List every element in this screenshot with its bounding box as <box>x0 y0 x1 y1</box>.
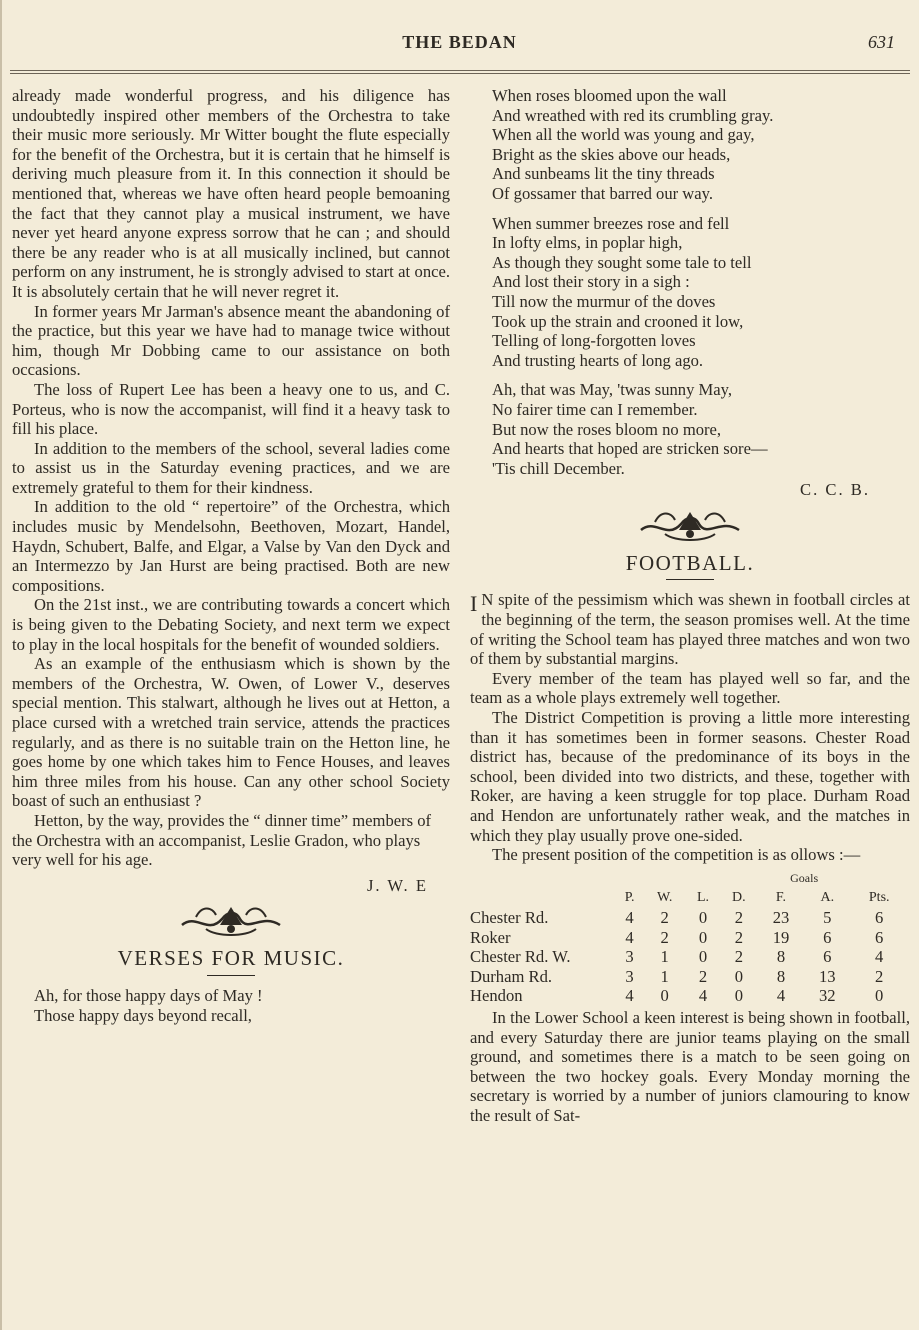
team-name: Chester Rd. <box>470 907 549 927</box>
column-header: D. <box>732 890 746 906</box>
ornament-icon <box>635 500 745 544</box>
table-cell: 0 <box>734 966 743 986</box>
verse-line: But now the roses bloom no more, <box>492 419 722 439</box>
table-cell: 8 <box>776 966 786 986</box>
table-row <box>470 967 908 987</box>
verse-line: As though they sought some tale to tell <box>492 252 752 272</box>
table-cell: 8 <box>776 947 786 967</box>
verse-line: And trusting hearts of long ago. <box>492 350 704 370</box>
table-row <box>470 908 908 928</box>
page-number: 631 <box>868 32 895 52</box>
verse-line: When all the world was young and gay, <box>492 125 755 145</box>
team-name: Roker <box>470 927 511 947</box>
verse-line: When roses bloomed upon the wall <box>492 86 727 105</box>
paragraph: The present position of the competition is as ollows :— <box>492 845 861 865</box>
poem-signature: C. C. B. <box>800 480 870 500</box>
poem-stanza <box>492 380 910 478</box>
paragraph: In former years Mr Jarman's absence meant the abandoning of the practice, but this year we have had to manage twice without him, though Mr Dobbing came to our assistance on both occasions. <box>12 301 450 380</box>
table-cell: 2 <box>734 947 743 967</box>
table-cell: 3 <box>625 966 634 986</box>
table-cell: 3 <box>625 947 634 967</box>
paragraph: On the 21st inst., we are contributing towards a concert which is being given to the Debating Society, and next term we expect to play in the local hospitals for the benefit of wounded soldiers. <box>12 595 450 654</box>
paragraph: Every member of the team has played well so far, and the team as a whole plays extremely well together. <box>470 668 910 708</box>
column-header: L. <box>696 890 710 906</box>
table-cell: 6 <box>875 907 884 927</box>
table-cell: 4 <box>698 986 708 1006</box>
table-cell: 0 <box>698 947 708 967</box>
paragraph: The loss of Rupert Lee has been a heavy one to us, and C. Porteus, who is now the accompanist, will find it a heavy task to fill his place. <box>12 379 450 439</box>
verse-line: And hearts that hoped are stricken sore— <box>492 439 768 459</box>
verse-line: Ah, for those happy days of May ! <box>34 985 263 1005</box>
table-header-row <box>470 888 908 908</box>
team-name: Chester Rd. W. <box>470 947 571 967</box>
poem-stanza <box>492 214 910 371</box>
paragraph: already made wonderful progress, and his diligence has undoubtedly inspired other members of the Orchestra to take their music more seriously. Mr Witter bought the flute especially for the benefit of the Orchestra, but it is certain that he himself is deriving much pleasure from it. In this connection it should be mentioned that, whereas we have often heard people bemoaning the fact that they cannot play a musical instrument, we have never yet heard anyone express sorrow that he can ; and should there be any reader who is at all musically inclined, but cannot perform on any instrument, he is strongly advised to start at once. It is absolutely certain that he will never regret it. <box>12 86 450 301</box>
ornament-icon <box>176 895 286 939</box>
table-header-row <box>470 869 908 889</box>
verse-line: And lost their story in a sigh : <box>492 272 690 292</box>
drop-cap: I <box>470 591 478 617</box>
paragraph: As an example of the enthusiasm which is shown by the members of the Orchestra, W. Owen, of Lower V., deserves special mention. This stalwart, although he lives out at Hetton, a place cursed with a wretched train service, attends the practices regularly, and as there is no suitable train on the Hetton line, he goes home by one which takes him to Fence Houses, and leaves him three miles from his house. Can any other school Society boast of such an enthusiast ? <box>12 654 450 811</box>
table-cell: 2 <box>660 907 669 927</box>
competition-table <box>470 869 910 1006</box>
table-cell: 2 <box>660 927 669 947</box>
team-name: Hendon <box>470 986 523 1006</box>
verse-line: 'Tis chill December. <box>492 458 625 478</box>
table-cell: 6 <box>823 927 832 947</box>
table-cell: 32 <box>818 986 836 1006</box>
title-rule <box>666 579 714 580</box>
table-cell: 2 <box>875 966 884 986</box>
verse-line: Those happy days beyond recall, <box>34 1005 252 1025</box>
paragraph <box>470 590 910 668</box>
table-cell: 1 <box>660 966 669 986</box>
football-title: FOOTBALL. <box>625 550 755 575</box>
table-cell: 0 <box>734 986 743 1006</box>
page-edge <box>0 0 2 1330</box>
table-cell: 23 <box>772 907 790 927</box>
table-cell: 2 <box>734 927 743 947</box>
article-signature: J. W. E <box>366 875 428 895</box>
goals-header: Goals <box>790 870 819 885</box>
header-rule <box>10 73 910 74</box>
table-cell: 13 <box>818 966 836 986</box>
table-cell: 4 <box>875 947 884 967</box>
verse-line: And wreathed with red its crumbling gray. <box>492 105 774 125</box>
column-header: Pts. <box>868 890 890 906</box>
paragraph: In the Lower School a keen interest is being shown in football, and every Saturday there are junior teams playing on the small ground, and sometimes there is a match to be seen going on between the two hockey goals. Every Monday morning the secretary is worried by a number of juniors clamouring to know the result of Sat- <box>470 1007 910 1125</box>
table-cell: 4 <box>625 907 634 927</box>
left-column <box>12 86 450 1025</box>
table-row <box>470 986 908 1006</box>
paragraph: In addition to the members of the school, several ladies come to assist us in the Saturday evening practices, and we are extremely grateful to them for their kindness. <box>12 438 450 497</box>
verse-line: And sunbeams lit the tiny threads <box>492 164 715 184</box>
verse-line: When summer breezes rose and fell <box>492 213 730 233</box>
journal-title: THE BEDAN <box>402 32 517 52</box>
table-cell: 0 <box>698 927 708 947</box>
paragraph: In addition to the old “ repertoire” of the Orchestra, which includes music by Mendelsohn, Beethoven, Mozart, Handel, Haydn, Schubert, Balfe, and Elgar, a Valse by Van den Dyck and an Intermezzo by Jan Hurst are being practised. Both are new compositions. <box>12 497 450 595</box>
verse-line: No fairer time can I remember. <box>492 399 698 419</box>
verse-line: Ah, that was May, 'twas sunny May, <box>492 380 733 400</box>
table-cell: 4 <box>776 986 786 1006</box>
table-cell: 4 <box>625 927 634 947</box>
table-cell: 2 <box>698 966 708 986</box>
table-cell: 6 <box>875 927 884 947</box>
standings-table <box>470 869 908 1006</box>
paragraph: Hetton, by the way, provides the “ dinner time” members of the Orchestra with an accompanist, Leslie Gradon, who plays very well for his age. <box>12 810 432 870</box>
verse-line: In lofty elms, in poplar high, <box>492 233 683 253</box>
table-cell: 0 <box>875 986 884 1006</box>
table-cell: 19 <box>772 927 790 947</box>
header-rule <box>10 70 910 71</box>
verse-line: Telling of long-forgotten loves <box>492 331 696 351</box>
table-row <box>470 928 908 948</box>
paragraph-text: N spite of the pessimism which was shewn in football circles at the beginning of the term, the season promises well. At the time of writing the School team has played three matches and won two of them by substantial margins. <box>470 590 910 669</box>
table-cell: 0 <box>698 907 708 927</box>
table-cell: 1 <box>660 947 669 967</box>
verse-line: Took up the strain and crooned it low, <box>492 311 744 331</box>
table-row <box>470 947 908 967</box>
column-header: P. <box>624 890 635 906</box>
verse-line: Bright as the skies above our heads, <box>492 144 731 164</box>
title-rule <box>207 975 255 976</box>
table-cell: 6 <box>823 947 832 967</box>
verse-line: Till now the murmur of the doves <box>492 291 716 311</box>
right-column <box>470 86 910 1126</box>
table-cell: 5 <box>823 907 832 927</box>
table-cell: 2 <box>734 907 743 927</box>
running-header <box>0 30 919 60</box>
column-header: A. <box>820 890 835 906</box>
table-cell: 4 <box>625 986 634 1006</box>
verses-title: VERSES FOR MUSIC. <box>117 946 345 971</box>
paragraph: The District Competition is proving a little more interesting than it has sometimes been in former seasons. Chester Road district has, because of the predominance of its boys in the school, been divided into two districts, and these, together with Roker, are having a keen struggle for top place. Durham Road and Hendon are unfortunately rather weak, and the matches in which they play usually prove one-sided. <box>470 708 910 845</box>
table-cell: 0 <box>660 986 669 1006</box>
team-name: Durham Rd. <box>470 966 553 986</box>
poem-stanza <box>492 86 910 204</box>
column-header: F. <box>775 890 787 906</box>
column-header: W. <box>656 890 673 906</box>
verse-line: Of gossamer that barred our way. <box>492 183 714 203</box>
column-header <box>470 888 616 908</box>
